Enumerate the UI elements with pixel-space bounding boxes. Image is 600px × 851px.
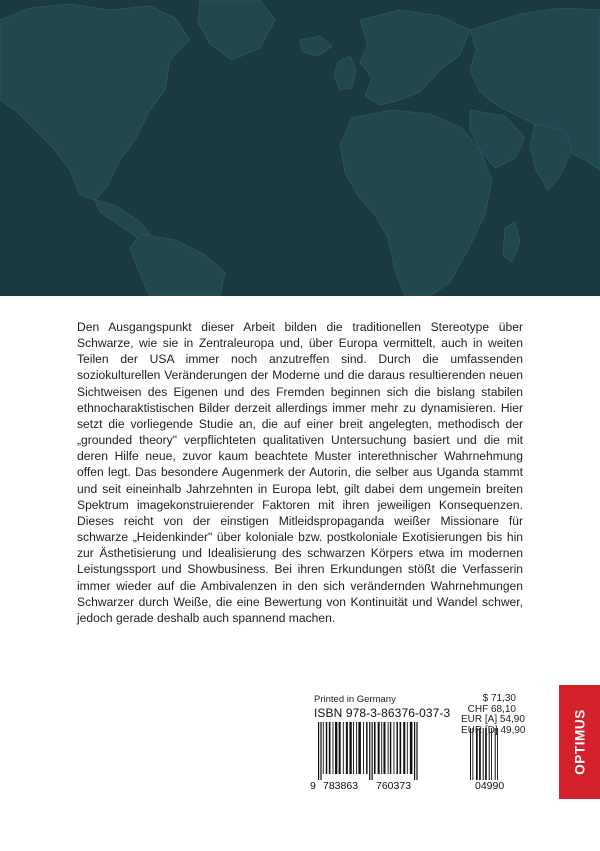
price-list xyxy=(461,693,526,736)
barcode-bar xyxy=(326,722,327,774)
barcode-guard-bar xyxy=(372,722,373,780)
barcode-bar xyxy=(374,722,376,774)
barcode-bar xyxy=(358,722,361,774)
barcode-bar xyxy=(403,722,405,774)
barcode-guard-bar xyxy=(320,722,321,780)
price-eur-a: EUR [A] 54,90 xyxy=(461,714,525,725)
barcode-digits-addon: 04990 xyxy=(475,780,505,792)
barcode-bar xyxy=(407,722,408,774)
publisher-logo xyxy=(559,685,600,799)
barcode-guard-bar xyxy=(318,722,319,780)
barcode-bar xyxy=(388,722,389,774)
barcode-bar xyxy=(339,722,341,774)
barcode-digits-right: 760373 xyxy=(376,780,412,792)
barcode-bar xyxy=(349,722,351,774)
barcode-digit-lead: 9 xyxy=(310,780,316,792)
price-usd: $ 71,30 xyxy=(482,693,516,704)
barcode-bar xyxy=(390,722,391,774)
barcode-bar xyxy=(353,722,354,774)
barcode-bar xyxy=(381,722,382,774)
barcode-bar xyxy=(335,722,337,774)
barcode-guard-bar xyxy=(369,722,370,780)
barcode-bar xyxy=(400,722,402,774)
barcode-digits-left: 783863 xyxy=(323,780,359,792)
barcode-bar xyxy=(366,722,367,774)
barcode-bar xyxy=(397,722,398,774)
barcode-bar xyxy=(329,722,331,774)
price-eur-d: EUR [D] 49,90 xyxy=(461,724,526,736)
back-cover-blurb: Den Ausgangspunkt dieser Arbeit bilden die traditionellen Stereotype über Schwarze, wie sie in Zentraleuropa und, über Europa vermittelt, auch in weiten Teilen der USA immer noch anzutreffen sind. Durch die umfassenden soziokulturellen Veränderungen der Moderne und die daraus resultierenden neuen Sichtweisen des Eigenen und des Fremden beginnen sich die bislang stabilen ethnocharaktistischen Bilder derzeit allerdings immer mehr zu dynamisieren. Hier setzt die vorliegende Studie an, die auf einer breit angelegten, methodisch der „grounded theory" verpflichteten qualitativen Untersuchung basiert und die mit deren Hilfe neue, zuvor kaum beachtete Muster interethnischer Wahrnehmung offen legt. Das besondere Augenmerk der Autorin, die selber aus Uganda stammt und seit eineinhalb Jahrzehnten in Europa lebt, gilt dabei dem ungemein breiten Spektrum imagekonstruierender Faktoren mit ihren jeweiligen Konsequenzen. Dieses reicht von der einstigen Mitleidspropaganda weißer Missionare für schwarze „Heidenkinder" über koloniale bzw. postkoloniale Exotisierungen bis hin zur Ästhetisierung und Idealisierung des schwarzen Körpers etwa im modernen Leistungssport und Showbusiness. Bei ihren Erkundungen stößt die Verfasserin immer wieder auf die Ambivalenzen in den sich verändernden Wahrnehmungen Schwarzer durch Weiße, die eine Bewertung von Kontinuität und Wandel schwer, jedoch gerade deshalb auch spannend machen. xyxy=(77,320,523,625)
barcode-bar xyxy=(383,722,385,774)
barcode-bar xyxy=(410,722,413,774)
world-map-icon xyxy=(0,0,600,296)
barcode-bar xyxy=(394,722,395,774)
publisher-name: OPTIMUS xyxy=(572,709,587,775)
barcode-guard-bar xyxy=(414,722,415,780)
barcode-guard-bar xyxy=(416,722,417,780)
barcode-bar xyxy=(323,722,324,774)
barcode-bar xyxy=(378,722,380,774)
barcode-bar xyxy=(333,722,334,774)
barcode-bar xyxy=(346,722,348,774)
barcode-bar xyxy=(356,722,357,774)
price-chf: CHF 68,10 xyxy=(467,703,516,715)
world-map-image xyxy=(0,0,600,296)
barcode-bar xyxy=(363,722,364,774)
barcode-bar xyxy=(343,722,344,774)
isbn-label: ISBN 978-3-86376-037-3 xyxy=(314,706,451,720)
printed-in-label: Printed in Germany xyxy=(314,694,396,705)
